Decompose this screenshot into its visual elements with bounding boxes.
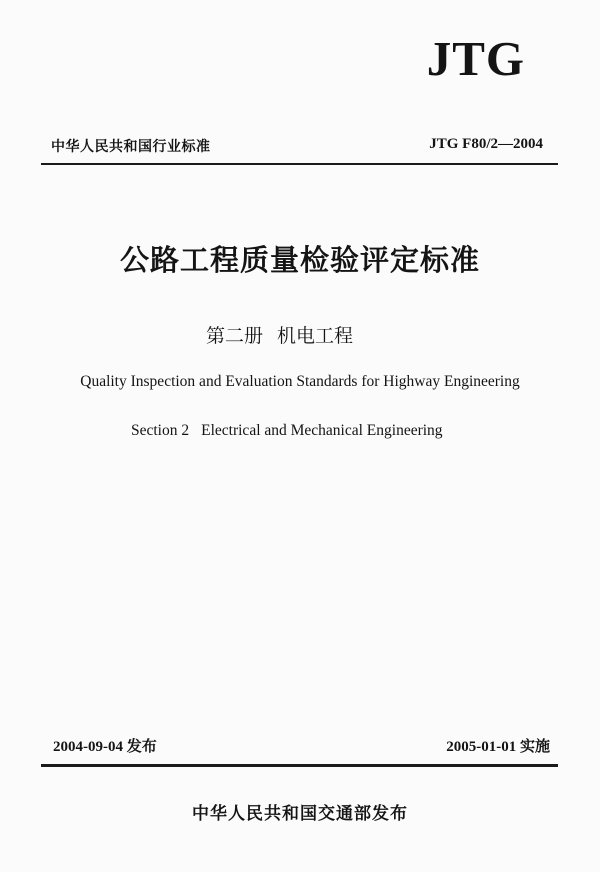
standard-category: 中华人民共和国行业标准 xyxy=(51,139,211,155)
publisher: 中华人民共和国交通部发布 xyxy=(192,804,408,824)
volume-heading xyxy=(206,321,353,348)
document-title: 公路工程质量检验评定标准 xyxy=(119,243,480,277)
footer-divider xyxy=(41,764,558,767)
english-title: Quality Inspection and Evaluation Standards for Highway Engineering xyxy=(80,373,520,390)
english-section xyxy=(131,422,443,440)
english-section-name: Electrical and Mechanical Engineering xyxy=(201,422,443,439)
implementation-date: 2005-01-01 实施 xyxy=(446,739,550,755)
issue-date: 2004-09-04 发布 xyxy=(53,739,157,755)
english-section-number: Section 2 xyxy=(131,422,190,439)
volume-number: 第二册 xyxy=(206,325,264,347)
jtg-logo: JTG xyxy=(426,31,525,86)
volume-name: 机电工程 xyxy=(277,325,354,347)
standard-code: JTG F80/2—2004 xyxy=(429,136,543,152)
header-divider xyxy=(41,163,558,165)
